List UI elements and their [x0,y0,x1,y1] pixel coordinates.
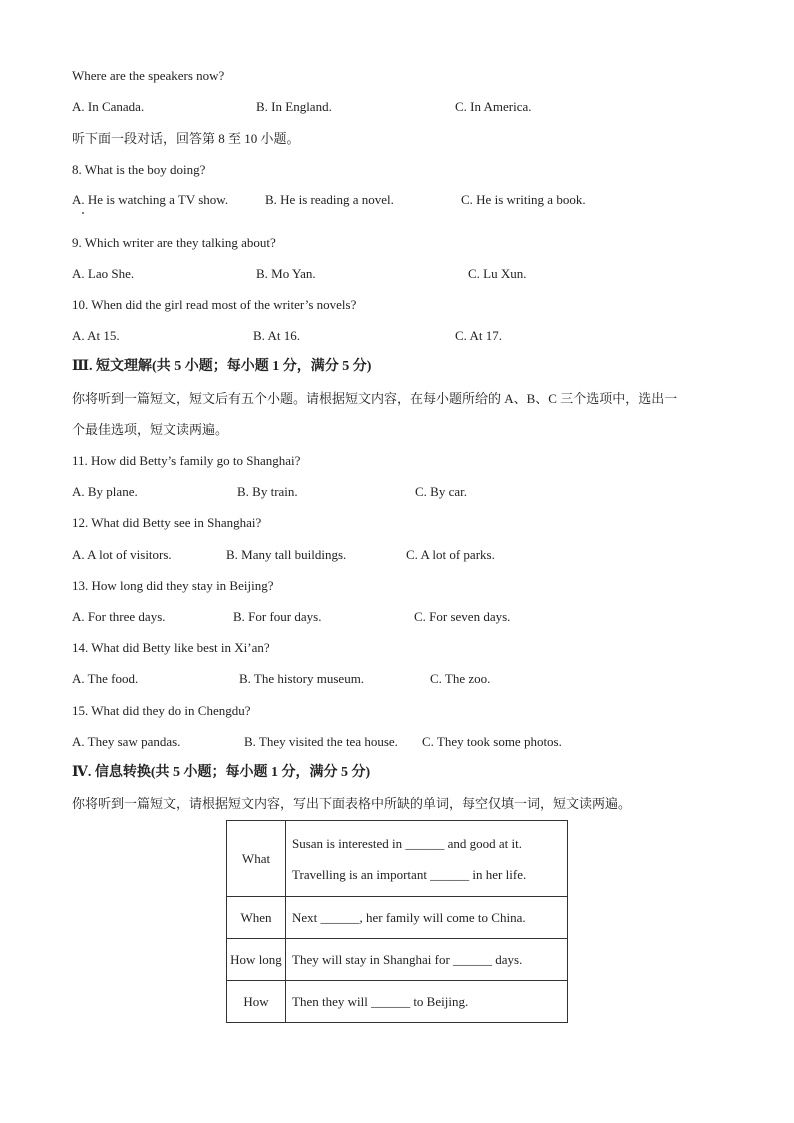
instruction-8-10: 听下面一段对话，回答第 8 至 10 小题。 [72,131,300,146]
question-12: 12. What did Betty see in Shanghai? [72,515,262,530]
section-4-heading: Ⅳ. 信息转换(共 5 小题；每小题 1 分，满分 5 分) [72,765,371,780]
question-8: 8. What is the boy doing? [72,162,206,177]
question-14: 14. What did Betty like best in Xi’an? [72,640,270,655]
table-value-line: Next ______, her family will come to China. [292,910,526,925]
question-11: 11. How did Betty’s family go to Shanghai? [72,453,301,468]
option-12b: B. Many tall buildings. [226,547,347,562]
section-3-instruction-line-2: 个最佳选项，短文读两遍。 [72,422,229,437]
question-10: 10. When did the girl read most of the writer’s novels? [72,297,357,312]
option-9c: C. Lu Xun. [468,266,527,281]
option-7a: A. In Canada. [72,99,145,114]
table-value-how-long [286,939,568,981]
table-value-line: They will stay in Shanghai for ______ days. [292,952,523,967]
option-7c: C. In America. [455,99,532,114]
table-value-line: Travelling is an important ______ in her life. [292,866,527,882]
option-13a: A. For three days. [72,609,166,624]
table-row [227,821,568,897]
option-10c: C. At 17. [455,328,502,343]
table-key-when: When [227,897,286,939]
table-row [227,939,568,981]
question-7: Where are the speakers now? [72,68,225,83]
option-11a: A. By plane. [72,484,138,499]
option-11c: C. By car. [415,484,467,499]
table-key-what: What [227,821,286,897]
option-11b: B. By train. [237,484,298,499]
section-3-heading: Ⅲ. 短文理解(共 5 小题；每小题 1 分，满分 5 分) [72,359,372,374]
table-value-how [286,981,568,1023]
option-8c: C. He is writing a book. [461,192,586,207]
option-7b: B. In England. [256,99,332,114]
option-15a: A. They saw pandas. [72,734,181,749]
stray-dot [82,212,84,214]
table-value-line: Then they will ______ to Beijing. [292,994,469,1009]
option-14a: A. The food. [72,671,139,686]
option-9a: A. Lao She. [72,266,135,281]
table-key-how: How [227,981,286,1023]
question-15: 15. What did they do in Chengdu? [72,703,251,718]
table-row [227,981,568,1023]
table-key-how-long: How long [227,939,286,981]
option-14b: B. The history museum. [239,671,365,686]
option-15b: B. They visited the tea house. [244,734,398,749]
table-value-line: Susan is interested in ______ and good at it. [292,835,523,851]
option-13c: C. For seven days. [414,609,511,624]
info-table [226,820,568,1023]
option-14c: C. The zoo. [430,671,491,686]
question-13: 13. How long did they stay in Beijing? [72,578,274,593]
table-value-when [286,897,568,939]
question-9: 9. Which writer are they talking about? [72,235,276,250]
section-4-instruction: 你将听到一篇短文，请根据短文内容，写出下面表格中所缺的单词，每空仅填一词，短文读两遍。 [72,796,632,811]
option-13b: B. For four days. [233,609,322,624]
option-8b: B. He is reading a novel. [265,192,394,207]
section-3-instruction-line-1: 你将听到一篇短文，短文后有五个小题。请根据短文内容，在每小题所给的 A、B、C 三个选项中，选出一 [72,391,678,406]
option-10a: A. At 15. [72,328,120,343]
option-8a: A. He is watching a TV show. [72,192,229,207]
option-9b: B. Mo Yan. [256,266,316,281]
option-12a: A. A lot of visitors. [72,547,172,562]
option-12c: C. A lot of parks. [406,547,495,562]
table-value-what [286,821,568,897]
table-row [227,897,568,939]
option-10b: B. At 16. [253,328,300,343]
option-15c: C. They took some photos. [422,734,562,749]
